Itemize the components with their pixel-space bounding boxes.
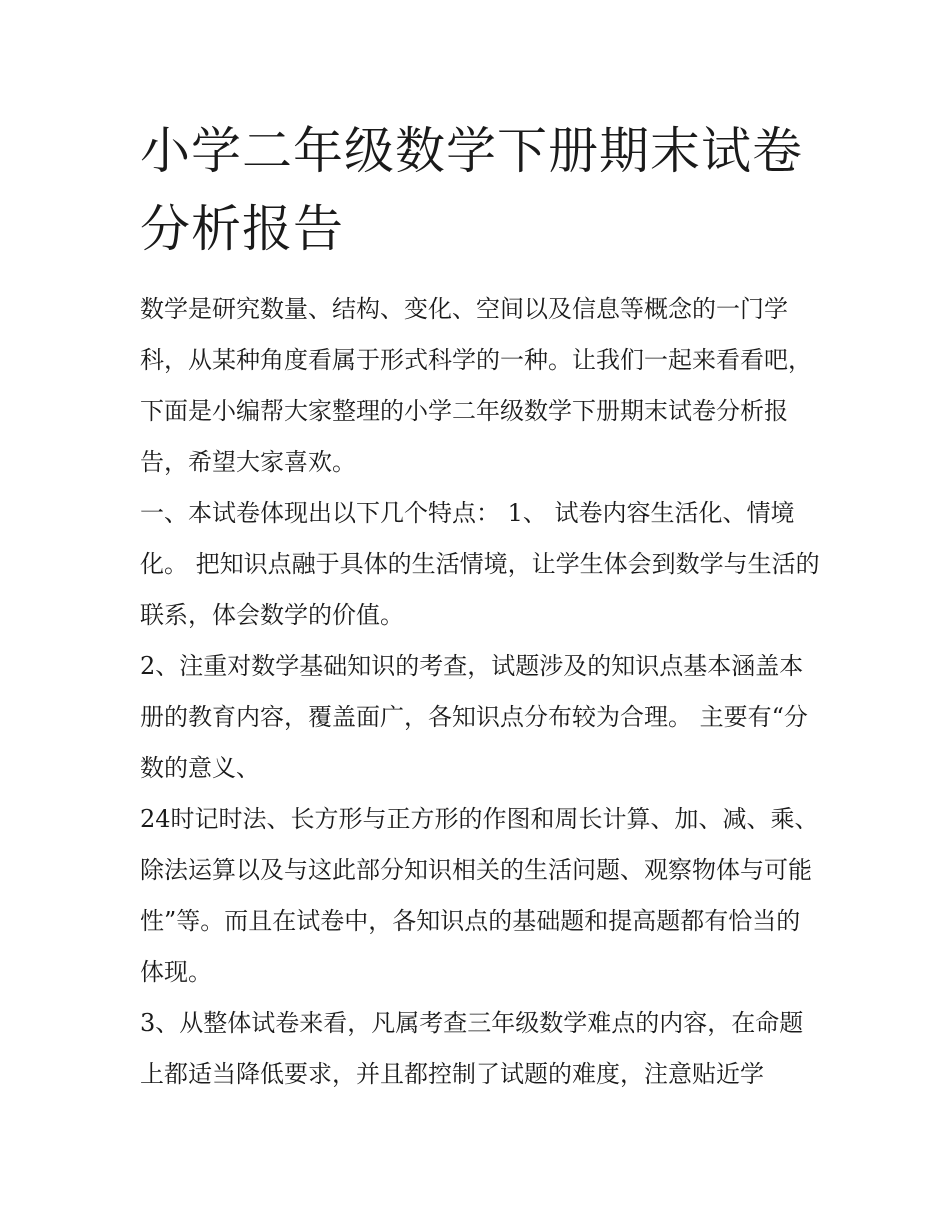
paragraph-intro: 数学是研究数量、结构、变化、空间以及信息等概念的一门学科，从某种角度看属于形式科学的一种。让我们一起来看看吧，下面是小编帮大家整理的小学二年级数学下册期末试卷分析报告，希望大家喜欢。 (140, 295, 812, 476)
document-page (140, 112, 820, 1100)
paragraph-point-1: 一、本试卷体现出以下几个特点： 1、 试卷内容生活化、情境化。 把知识点融于具体的生活情境，让学生体会到数学与生活的联系，体会数学的价值。 (140, 499, 820, 629)
document-title: 小学二年级数学下册期末试卷分析报告 (140, 122, 803, 258)
paragraph-point-3: 3、从整体试卷来看，凡属考查三年级数学难点的内容，在命题上都适当降低要求，并且都控制了试题的难度，注意贴近学 (140, 1009, 804, 1088)
paragraph-point-2: 2、注重对数学基础知识的考查，试题涉及的知识点基本涵盖本册的教育内容，覆盖面广，各知识点分布较为合理。 主要有“分数的意义、 (140, 652, 808, 782)
paragraph-point-2-continued: 24时记时法、长方形与正方形的作图和周长计算、加、减、乘、除法运算以及与这此部分知识相关的生活问题、观察物体与可能性”等。而且在试卷中，各知识点的基础题和提高题都有恰当的体现。 (140, 805, 819, 986)
